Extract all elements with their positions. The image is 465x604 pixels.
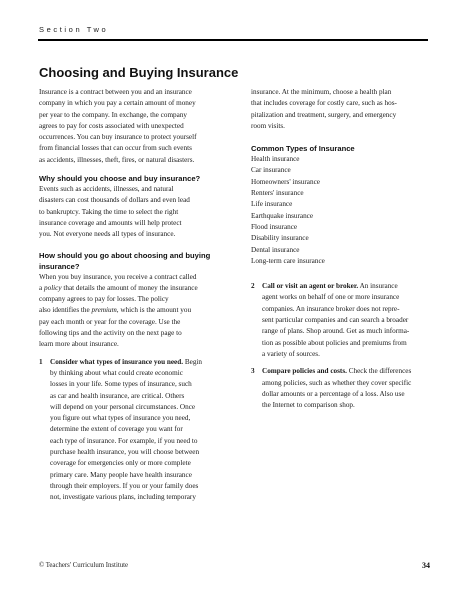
text-line: coverage for emergencies only or more complete — [50, 459, 191, 468]
text-line: pay each month or year for the coverage. Use the — [39, 317, 181, 326]
step-title: Compare policies and costs. — [262, 367, 347, 376]
how-heading — [39, 250, 229, 272]
text-line: each type of insurance. For example, if you need to — [50, 436, 198, 445]
text-line: that includes coverage for costly care, such as hos- — [251, 99, 397, 108]
text-line: range of plans. Shop around. Get as much informa- — [262, 327, 410, 336]
heading-line: How should you go about choosing and buying — [39, 250, 211, 260]
list-item: Earthquake insurance — [251, 211, 314, 220]
list-item: Health insurance — [251, 155, 300, 164]
how-paragraph — [39, 272, 229, 351]
text-line: When you buy insurance, you receive a contract called — [39, 272, 197, 281]
text-line: learn more about insurance. — [39, 340, 119, 349]
step-title: Consider what types of insurance you need. — [50, 357, 184, 366]
step-2 — [251, 281, 431, 360]
text-line: you figure out what types of insurance you need, — [50, 414, 191, 423]
step-title: Call or visit an agent or broker. — [262, 282, 359, 291]
intro-paragraph — [39, 87, 229, 166]
text-line: as car and health insurance, are critical. Others — [50, 391, 185, 400]
text-line: room visits. — [251, 121, 285, 130]
text-line — [39, 283, 229, 294]
text-line: you. Not everyone needs all types of insurance. — [39, 230, 176, 239]
text-line: following tips and the activity on the next page to — [39, 329, 182, 338]
text-line: companies. An insurance broker does not repre- — [262, 304, 400, 313]
copyright-notice: © Teachers' Curriculum Institute — [39, 562, 129, 569]
text-line: per year to the company. In exchange, the company — [39, 110, 188, 119]
page-number: 34 — [422, 561, 430, 570]
right-column — [251, 87, 431, 411]
text-line: from financial losses that can occur from such events — [39, 144, 192, 153]
text-line: among policies, such as whether they cover specific — [262, 378, 412, 387]
term-policy: policy — [44, 283, 62, 292]
text-line: company in which you pay a certain amount of money — [39, 99, 196, 108]
step-3 — [251, 366, 431, 411]
text-line: tion as possible about policies and premiums from — [262, 338, 407, 347]
common-types-list — [251, 154, 431, 267]
step-1 — [39, 357, 229, 504]
text-line: pitalization and treatment, surgery, and emergency — [251, 110, 397, 119]
term-premium: premium, — [91, 306, 119, 315]
text-line: by thinking about what could create economic — [50, 368, 183, 377]
text-line: purchase health insurance, you will choose between — [50, 448, 200, 457]
text-line: company agrees to pay for losses. The policy — [39, 295, 169, 304]
text-line: determine the extent of coverage you want for — [50, 425, 183, 434]
why-paragraph — [39, 184, 229, 240]
step-number: 2 — [251, 282, 255, 291]
text-line: dollar amounts or a percentage of a loss. Also use — [262, 389, 405, 398]
text-line: sent particular companies and can search a broader — [262, 316, 409, 325]
list-item: Disability insurance — [251, 234, 309, 243]
text-fragment: also identifies the — [39, 306, 92, 315]
page-title: Choosing and Buying Insurance — [39, 65, 239, 80]
text-line: as accidents, illnesses, theft, fires, or natural disasters. — [39, 155, 195, 164]
section-label: Section Two — [39, 25, 109, 34]
continuation-paragraph — [251, 87, 431, 132]
text-fragment: Begin — [183, 357, 203, 366]
text-fragment: that details the amount of money the insurance — [61, 283, 198, 292]
text-line: not, investigate various plans, including temporary — [50, 493, 196, 502]
text-line: agent works on behalf of one or more insurance — [262, 293, 400, 302]
text-line: insurance coverage and amounts will help protect — [39, 218, 182, 227]
text-fragment: An insurance — [358, 282, 398, 291]
left-column — [39, 87, 229, 504]
list-item: Car insurance — [251, 166, 291, 175]
text-fragment: which is the amount you — [118, 306, 192, 315]
text-line — [39, 305, 229, 316]
text-line: disasters can cost thousands of dollars and even lead — [39, 196, 190, 205]
text-line: through their employers. If you or your family does — [50, 481, 199, 490]
text-line: losses in your life. Some types of insurance, such — [50, 380, 192, 389]
text-fragment: Check the differences — [346, 367, 412, 376]
step-number: 3 — [251, 367, 255, 376]
text-line: agrees to pay for costs associated with unexpected — [39, 121, 184, 130]
list-item: Renters' insurance — [251, 189, 304, 198]
text-line: Insurance is a contract between you and an insurance — [39, 88, 192, 96]
text-line: Events such as accidents, illnesses, and natural — [39, 185, 174, 194]
text-line: primary care. Many people have health insurance — [50, 470, 192, 479]
list-item: Flood insurance — [251, 222, 298, 231]
text-line: to bankruptcy. Taking the time to select the right — [39, 207, 179, 216]
text-line: a variety of sources. — [262, 349, 320, 358]
text-line: the Internet to comparison shop. — [262, 401, 355, 410]
list-item: Dental insurance — [251, 245, 300, 254]
text-line — [262, 281, 431, 292]
header-rule — [38, 39, 428, 41]
text-line: occurrences. You can buy insurance to protect yourself — [39, 133, 197, 142]
list-item: Homeowners' insurance — [251, 177, 320, 186]
text-line: will depend on your personal circumstances. Once — [50, 402, 196, 411]
list-item: Long-term care insurance — [251, 256, 325, 265]
text-line: insurance. At the minimum, choose a health plan — [251, 88, 392, 96]
heading-line: insurance? — [39, 261, 80, 271]
why-heading: Why should you choose and buy insurance? — [39, 174, 201, 184]
text-line — [262, 366, 431, 377]
step-number: 1 — [39, 357, 43, 366]
list-item: Life insurance — [251, 200, 293, 209]
text-line — [50, 357, 229, 368]
text-fragment: a — [39, 283, 44, 292]
common-types-heading: Common Types of Insurance — [251, 144, 355, 154]
